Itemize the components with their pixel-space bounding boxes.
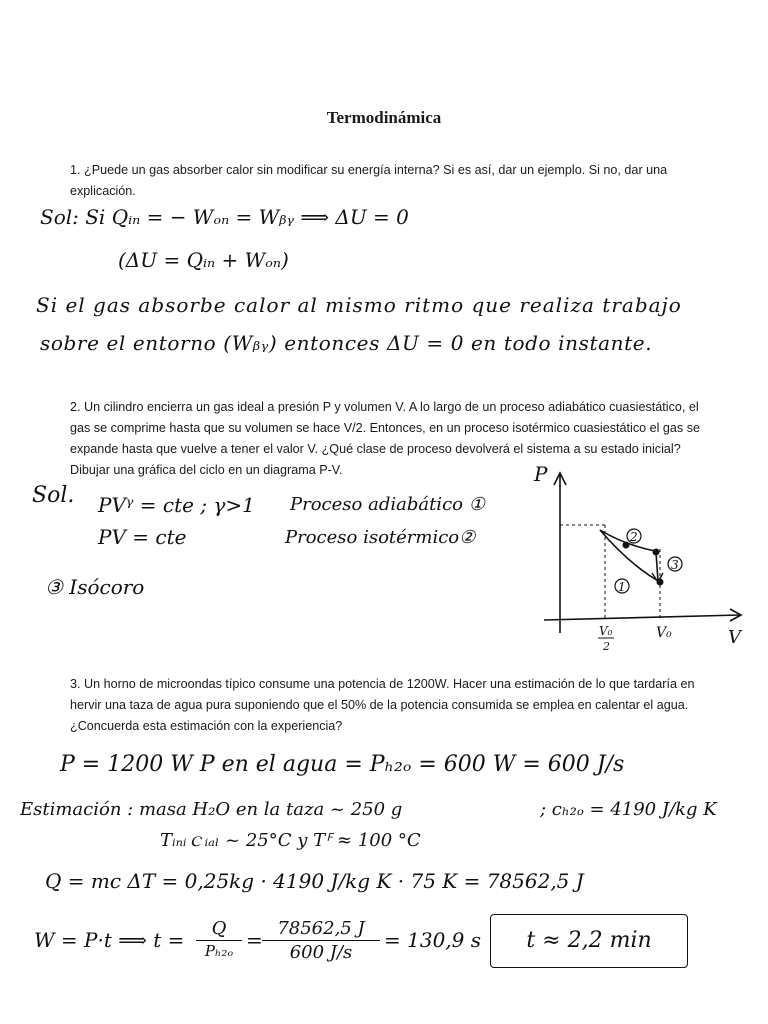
v0-half-bottom-label: 2 bbox=[603, 640, 610, 653]
q3-temperature-line: Tᵢₙᵢｃᵢₐₗ ~ 25°C y Tꟳ ≈ 100 °C bbox=[160, 830, 421, 851]
mark-1-label: 1 bbox=[618, 580, 626, 594]
q3-power-line: P = 1200 W P en el agua = Pₕ₂ₒ = 600 W = 600 J/s bbox=[60, 752, 625, 777]
q3-time-equation-start: W = P·t ⟹ t = bbox=[34, 928, 185, 952]
state-point-mid bbox=[623, 542, 630, 549]
fraction-denominator: Pₕ₂ₒ bbox=[204, 942, 234, 960]
fraction-numerator: 78562,5 J bbox=[277, 918, 365, 939]
q2-solution-label: Sol. bbox=[32, 483, 75, 508]
state-point-bottom bbox=[657, 579, 664, 586]
page-title: Termodinámica bbox=[326, 108, 442, 127]
q1-solution-line-4: sobre el entorno (Wᵦᵧ) entonces ΔU = 0 en todo instante. bbox=[40, 331, 653, 355]
pv-diagram bbox=[530, 455, 755, 655]
mark-2-label: 2 bbox=[630, 530, 638, 544]
q3-result-box: t ≈ 2,2 min bbox=[490, 914, 688, 968]
v0-label: V₀ bbox=[656, 625, 672, 641]
q3-fraction-energy-over-power bbox=[262, 918, 380, 963]
isochoric-line bbox=[656, 552, 658, 581]
q2-adiabatic-equation: PVᵞ = cte ; γ>1 bbox=[98, 493, 255, 517]
q3-fraction-q-over-p bbox=[196, 918, 242, 960]
question-2-text: 2. Un cilindro encierra un gas ideal a presión P y volumen V. A lo largo de un proceso adiabático cuasiestático, el gas se comprime hasta que su volumen se hace V/2. Entonces, en un proceso isotérmico cuasiestático el gas se expande hasta que vuelve a tener el valor V. ¿Qué clase de proceso devolverá el sistema a su estado inicial? Dibujar una gráfica del ciclo en un diagrama P-V. bbox=[70, 400, 701, 477]
q1-solution-line-2: (ΔU = Qᵢₙ + Wₒₙ) bbox=[118, 248, 289, 272]
fraction-bar bbox=[262, 940, 380, 941]
v-axis-label: V bbox=[728, 627, 741, 648]
q1-solution-line-1: Sol: Si Qᵢₙ = − Wₒₙ = Wᵦᵧ ⟹ ΔU = 0 bbox=[40, 205, 409, 229]
question-3-text: 3. Un horno de microondas típico consume una potencia de 1200W. Hacer una estimación de lo que tardaría en hervir una taza de agua pura suponiendo que el 50% de la potencia consumida se emplea en calentar el agua. ¿Concuerda esta estimación con la experiencia? bbox=[70, 677, 695, 733]
q2-process-3-label: ③ Isócoro bbox=[45, 575, 145, 599]
q2-process-2-label: Proceso isotérmico② bbox=[285, 527, 476, 548]
v-axis bbox=[544, 615, 740, 620]
fraction-bar bbox=[196, 940, 242, 941]
fraction-numerator: Q bbox=[211, 918, 227, 939]
q2-process-1-label: Proceso adiabático ① bbox=[290, 494, 485, 515]
q3-specific-heat: ; cₕ₂ₒ = 4190 J/kg K bbox=[540, 799, 717, 820]
question-1-text: 1. ¿Puede un gas absorber calor sin modificar su energía interna? Si es así, dar un ejemplo. Si no, dar una explicación. bbox=[70, 163, 668, 198]
q1-solution-line-3: Si el gas absorbe calor al mismo ritmo que realiza trabajo bbox=[36, 293, 682, 317]
mark-3-label: 3 bbox=[671, 558, 679, 572]
p-axis-label: P bbox=[534, 462, 548, 486]
state-point-top bbox=[653, 549, 660, 556]
fraction-denominator: 600 J/s bbox=[289, 942, 353, 963]
q3-estimation-line: Estimación : masa H₂O en la taza ~ 250 g bbox=[20, 799, 403, 820]
q3-time-seconds: = 130,9 s bbox=[384, 928, 481, 952]
q3-equals-sign: = bbox=[246, 928, 263, 952]
q3-heat-equation: Q = mc ΔT = 0,25kg · 4190 J/kg K · 75 K = 78562,5 J bbox=[45, 869, 584, 893]
q2-isothermal-equation: PV = cte bbox=[98, 525, 187, 549]
v0-half-top-label: V₀ bbox=[599, 624, 613, 638]
